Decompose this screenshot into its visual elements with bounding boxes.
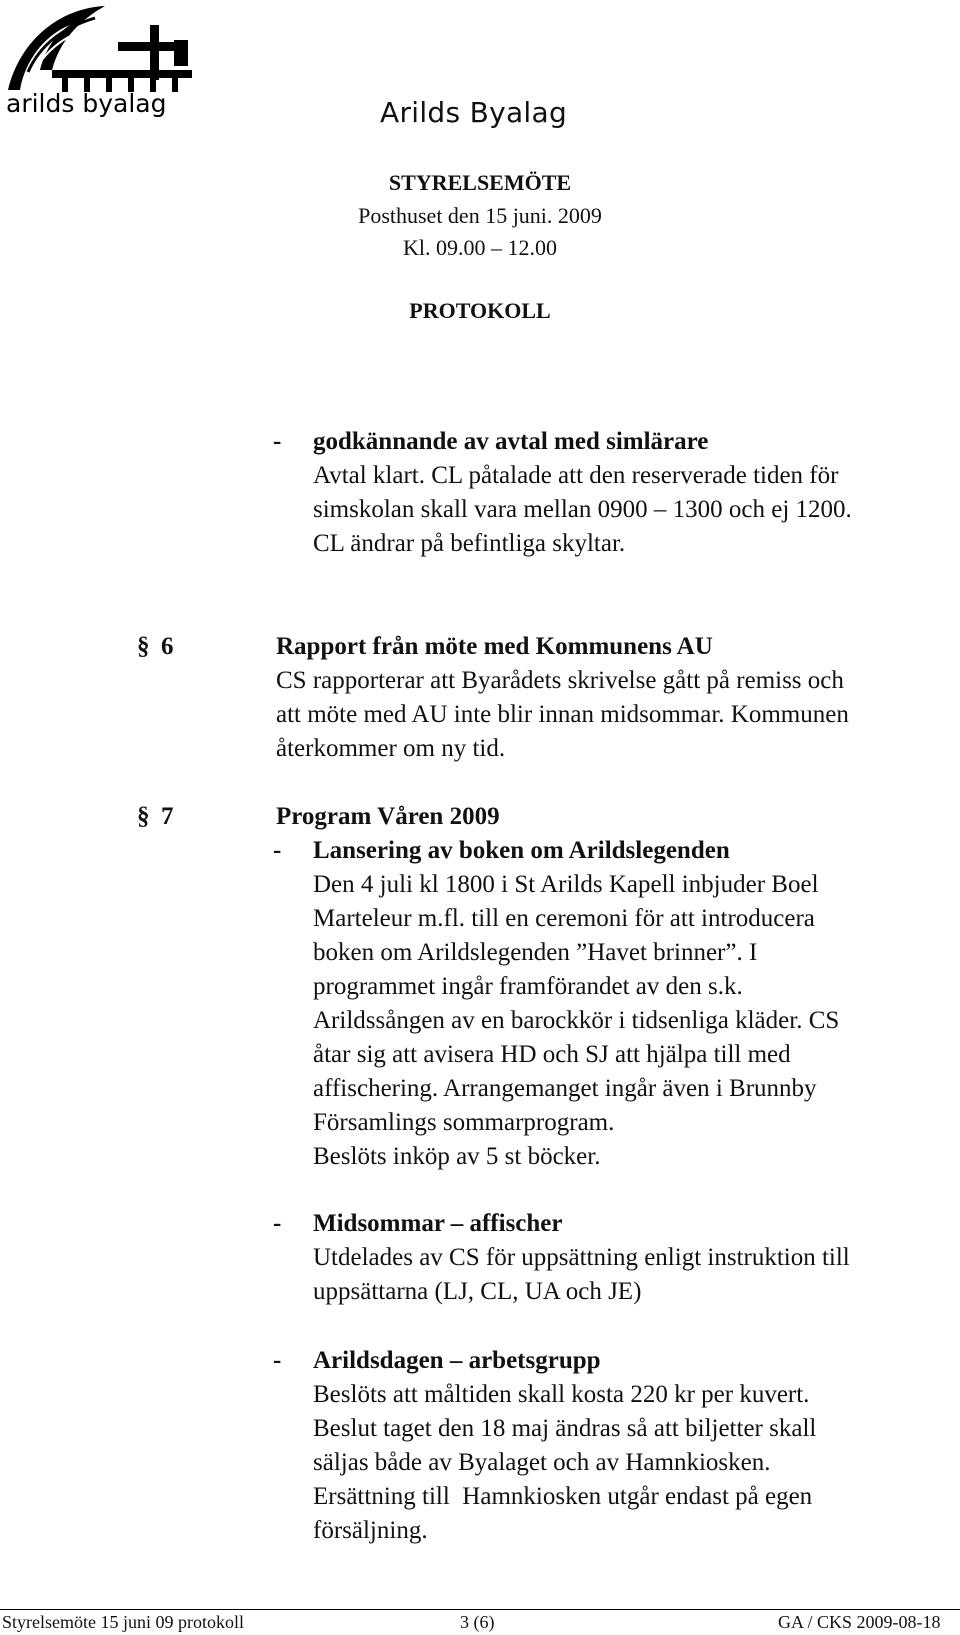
item-text-line: försäljning.: [313, 1517, 428, 1544]
item-text-line: Beslut taget den 18 maj ändras så att biljetter skall: [313, 1415, 817, 1442]
item-text-line: säljas både av Byalaget och av Hamnkiosken.: [313, 1449, 771, 1476]
item-heading-arildsdagen: Arildsdagen – arbetsgrupp: [313, 1347, 601, 1374]
section-number: 6: [161, 633, 174, 660]
item-text-line: boken om Arildslegenden ”Havet brinner”. I: [313, 939, 758, 966]
arilds-byalag-logo: [0, 0, 200, 125]
meeting-type: STYRELSEMÖTE: [388, 170, 572, 195]
meeting-place-date: Posthuset den 15 juni. 2009: [358, 203, 602, 228]
section-text-line: CS rapporterar att Byarådets skrivelse gått på remiss och: [276, 667, 844, 694]
section-text-line: att möte med AU inte blir innan midsommar. Kommunen: [276, 701, 849, 728]
item-text-line: Marteleur m.fl. till en ceremoni för att introducera: [313, 905, 815, 932]
item-text-line: uppsättarna (LJ, CL, UA och JE): [313, 1278, 642, 1305]
item-text-line: simskolan skall vara mellan 0900 – 1300 och ej 1200.: [313, 496, 852, 523]
item-text-line: affischering. Arrangemanget ingår även i Brunnby: [313, 1075, 817, 1102]
item-dash: -: [273, 837, 282, 864]
meeting-time: Kl. 09.00 – 12.00: [403, 235, 557, 260]
item-dash: -: [273, 1210, 282, 1237]
section-heading-6: Rapport från möte med Kommunens AU: [276, 633, 713, 660]
item-dash: -: [273, 1347, 282, 1374]
section-sign: §: [137, 633, 150, 660]
item-text-line: Arildssången av en barockkör i tidsenliga kläder. CS: [313, 1007, 840, 1034]
item-text-line: Ersättning till Hamnkiosken utgår endast på egen: [313, 1483, 813, 1510]
item-text-line: Utdelades av CS för uppsättning enligt instruktion till: [313, 1244, 850, 1271]
section-number: 7: [161, 803, 174, 830]
section-heading-7: Program Våren 2009: [276, 803, 500, 830]
section-sign: §: [137, 803, 150, 830]
item-text-line: Beslöts att måltiden skall kosta 220 kr per kuvert.: [313, 1381, 810, 1408]
item-text-line: programmet ingår framförandet av den s.k.: [313, 973, 743, 1000]
item-text-line: åtar sig att avisera HD och SJ att hjälpa till med: [313, 1041, 791, 1068]
section-text-line: återkommer om ny tid.: [276, 735, 506, 762]
item-heading-midsommar: Midsommar – affischer: [313, 1210, 563, 1237]
item-text-line: CL ändrar på befintliga skyltar.: [313, 530, 626, 557]
item-heading-simlarare: godkännande av avtal med simlärare: [313, 428, 709, 455]
footer-divider: [0, 1609, 960, 1610]
footer-author-date: GA / CKS 2009-08-18: [778, 1612, 941, 1632]
item-text-line: Församlings sommarprogram.: [313, 1109, 615, 1136]
item-dash: -: [273, 428, 282, 455]
footer-page-number: 3 (6): [460, 1612, 495, 1632]
item-text-line: Beslöts inköp av 5 st böcker.: [313, 1143, 601, 1170]
logo-text: arilds byalag: [6, 89, 167, 118]
footer-document-name: Styrelsemöte 15 juni 09 protokoll: [2, 1612, 244, 1632]
item-text-line: Den 4 juli kl 1800 i St Arilds Kapell inbjuder Boel: [313, 871, 819, 898]
organization-title: Arilds Byalag: [380, 96, 568, 129]
item-heading-lansering: Lansering av boken om Arildslegenden: [313, 837, 730, 864]
item-text-line: Avtal klart. CL påtalade att den reserverade tiden för: [313, 462, 839, 489]
protocol-title: PROTOKOLL: [409, 298, 551, 323]
